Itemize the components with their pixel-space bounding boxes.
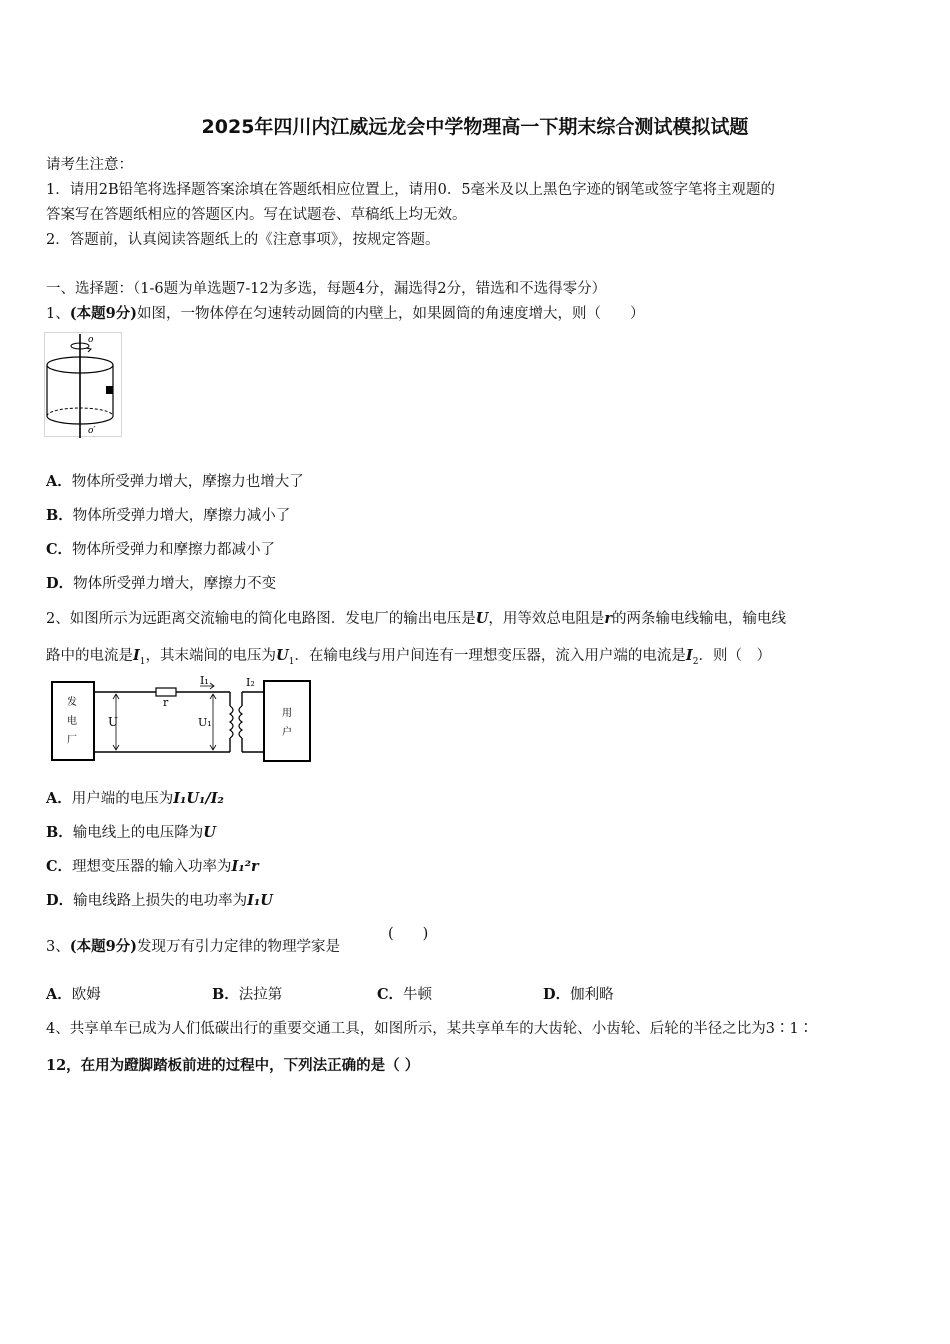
- q2-stem-line-1: 2、如图所示为远距离交流输电的简化电路图．发电厂的输出电压是U，用等效总电阻是r的两条输电线输电，输电线: [46, 610, 787, 627]
- q3-option-c: C．牛顿: [377, 986, 433, 1003]
- q1-score: (本题9分): [69, 305, 138, 322]
- axis-label-o: o: [88, 335, 94, 345]
- q1-stem: [46, 302, 645, 323]
- resistor-label: r: [163, 696, 169, 709]
- q4-stem-line-2: 12，在用为蹬脚踏板前进的过程中，下列法正确的是（ ）: [46, 1057, 420, 1074]
- plant-char-3: 厂: [67, 735, 77, 746]
- user-char-1: 用: [282, 708, 292, 719]
- object-block: [106, 386, 113, 394]
- voltage-u-label: U: [108, 715, 119, 729]
- q3-option-b: B．法拉第: [212, 986, 283, 1003]
- q2-stem-line-2: 路中的电流是$I_1$，其末端间的电压为$U_1$．在输电线与用户间连有一理想变压器，流入用户端的电流是$I_2$．则（ ）: [46, 647, 771, 667]
- user-char-2: 户: [282, 727, 292, 738]
- rotating-cylinder-figure: [44, 332, 126, 440]
- q3-stem: 3、(本题9分)发现万有引力定律的物理学家是: [46, 938, 341, 955]
- plant-char-1: 发: [67, 697, 77, 708]
- axis-label-o-prime: o′: [88, 426, 96, 436]
- section-heading: 一、选择题：（1-6题为单选题7-12为多选，每题4分，漏选得2分，错选和不选得零分）: [46, 281, 607, 297]
- q1-option-b: B．物体所受弹力增大，摩擦力减小了: [46, 507, 291, 524]
- q2-option-c: C．理想变压器的输入功率为I₁²r: [46, 858, 259, 875]
- voltage-u1-label: U₁: [198, 716, 212, 729]
- q1-option-c: C．物体所受弹力和摩擦力都减小了: [46, 541, 276, 558]
- q3-option-d: D．伽利略: [543, 986, 614, 1003]
- current-i2-label: I₂: [246, 676, 255, 689]
- q2-option-a: A．用户端的电压为I₁U₁/I₂: [46, 790, 224, 807]
- q3-option-a: A．欧姆: [46, 986, 101, 1003]
- q2-option-d: D．输电线路上损失的电功率为I₁U: [46, 892, 273, 909]
- notice-heading: 请考生注意：: [46, 157, 133, 173]
- notice-line-2: 2．答题前，认真阅读答题纸上的《注意事项》，按规定答题。: [46, 232, 440, 248]
- q1-option-a: A．物体所受弹力增大，摩擦力也增大了: [46, 473, 304, 490]
- page-title: 2025年四川内江威远龙会中学物理高一下期末综合测试模拟试题: [201, 116, 749, 138]
- notice-line-1: 1．请用2B铅笔将选择题答案涂填在答题纸相应位置上，请用0．5毫米及以上黑色字迹的钢笔或签字笔将主观题的: [46, 182, 776, 198]
- secondary-coil: [239, 706, 242, 738]
- q1-text: 如图，一物体停在匀速转动圆筒的内壁上，如果圆筒的角速度增大，则（ ）: [137, 306, 645, 322]
- notice-line-1b: 答案写在答题纸相应的答题区内。写在试题卷、草稿纸上均无效。: [46, 207, 467, 223]
- primary-coil: [230, 706, 233, 738]
- q2-option-b: B．输电线上的电压降为U: [46, 824, 216, 841]
- q4-stem-line-1: 4、共享单车已成为人们低碳出行的重要交通工具，如图所示，某共享单车的大齿轮、小齿轮、后轮的半径之比为3∶1∶: [46, 1021, 814, 1037]
- q1-option-d: D．物体所受弹力增大，摩擦力不变: [46, 575, 277, 592]
- q3-answer-paren: ( ): [388, 926, 429, 942]
- resistor: [156, 688, 176, 696]
- plant-char-2: 电: [67, 716, 77, 727]
- q1-number: 1、: [46, 306, 70, 322]
- current-i1-label: I₁: [200, 674, 209, 687]
- transmission-circuit-figure: [50, 672, 314, 766]
